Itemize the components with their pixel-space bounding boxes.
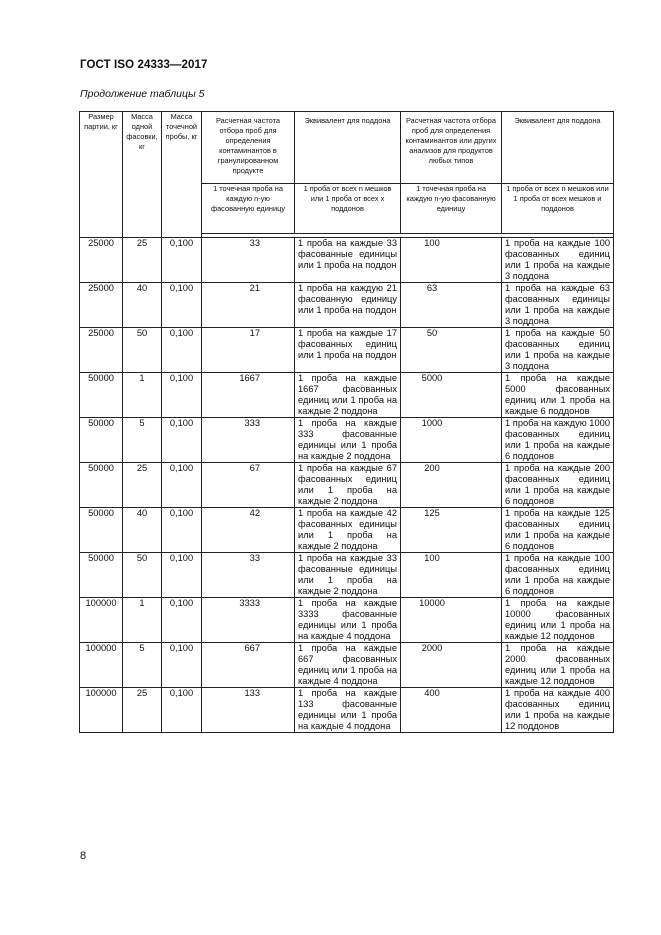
cell-batch-size: 50000	[80, 463, 123, 508]
cell-unit-mass: 25	[123, 688, 162, 733]
cell-point-sample-mass: 0,100	[162, 373, 202, 418]
cell-unit-mass: 40	[123, 508, 162, 553]
cell-frequency-any: 50	[401, 328, 502, 373]
header-point-sample-mass: Масса точечной пробы, кг	[162, 112, 202, 238]
cell-pallet-equivalent-2: 1 проба на каждую 1000 фасованных единиц или 1 проба на каждые 6 поддонов	[502, 418, 614, 463]
cell-frequency-granulated: 1667	[202, 373, 295, 418]
cell-pallet-equivalent: 1 проба на каждые 67 фасованных единиц или 1 проба на каждые 2 поддона	[295, 463, 401, 508]
cell-pallet-equivalent: 1 проба на каждые 3333 фасованные единицы или 1 проба на каждые 4 поддона	[295, 598, 401, 643]
subheader-pallet-equivalent: 1 проба от всех n мешков или 1 проба от всех x поддонов	[295, 184, 401, 234]
cell-point-sample-mass: 0,100	[162, 283, 202, 328]
cell-frequency-granulated: 667	[202, 643, 295, 688]
cell-pallet-equivalent-2: 1 проба на каждые 100 фасованных единиц или 1 проба на каждые 3 поддона	[502, 238, 614, 283]
header-unit-mass: Масса одной фасовки, кг	[123, 112, 162, 238]
page-number: 8	[80, 850, 87, 862]
table-header	[80, 112, 614, 238]
cell-frequency-any: 100	[401, 238, 502, 283]
document-header: ГОСТ ISO 24333—2017	[80, 59, 208, 71]
cell-pallet-equivalent-2: 1 проба на каждые 125 фасованных единиц или 1 проба на каждые 6 поддонов	[502, 508, 614, 553]
cell-pallet-equivalent-2: 1 проба на каждые 200 фасованных единиц или 1 проба на каждые 6 поддонов	[502, 463, 614, 508]
cell-unit-mass: 40	[123, 283, 162, 328]
cell-frequency-any: 125	[401, 508, 502, 553]
cell-point-sample-mass: 0,100	[162, 643, 202, 688]
cell-frequency-granulated: 333	[202, 418, 295, 463]
subheader-frequency-granulated: 1 точечная проба на каждую n-ую фасованную единицу	[202, 184, 295, 234]
table-row	[80, 238, 614, 283]
cell-frequency-any: 400	[401, 688, 502, 733]
cell-point-sample-mass: 0,100	[162, 553, 202, 598]
table-row	[80, 508, 614, 553]
cell-pallet-equivalent: 1 проба на каждые 333 фасованные единицы или 1 проба на каждые 2 поддона	[295, 418, 401, 463]
cell-frequency-granulated: 3333	[202, 598, 295, 643]
header-pallet-equivalent: Эквивалент для поддона	[295, 112, 401, 184]
cell-point-sample-mass: 0,100	[162, 328, 202, 373]
cell-pallet-equivalent-2: 1 проба на каждые 50 фасованных единиц или 1 проба на каждые 3 поддона	[502, 328, 614, 373]
cell-batch-size: 50000	[80, 508, 123, 553]
cell-batch-size: 50000	[80, 373, 123, 418]
cell-unit-mass: 1	[123, 598, 162, 643]
cell-pallet-equivalent: 1 проба на каждые 42 фасованных единицы или 1 проба на каждые 2 поддона	[295, 508, 401, 553]
cell-pallet-equivalent: 1 проба на каждые 1667 фасованных единиц или 1 проба на каждые 2 поддона	[295, 373, 401, 418]
table-row	[80, 283, 614, 328]
cell-frequency-any: 5000	[401, 373, 502, 418]
cell-frequency-any: 100	[401, 553, 502, 598]
header-frequency-any: Расчетная частота отбора проб для определения контаминантов или других анализов для продуктов любых типов	[401, 112, 502, 184]
cell-frequency-granulated: 33	[202, 238, 295, 283]
cell-batch-size: 50000	[80, 553, 123, 598]
cell-unit-mass: 1	[123, 373, 162, 418]
header-batch-size: Размер партии, кг	[80, 112, 123, 238]
cell-frequency-granulated: 21	[202, 283, 295, 328]
cell-unit-mass: 50	[123, 553, 162, 598]
sampling-table	[79, 111, 614, 733]
table-row	[80, 598, 614, 643]
cell-batch-size: 25000	[80, 328, 123, 373]
cell-pallet-equivalent-2: 1 проба на каждые 10000 фасованных единиц или 1 проба на каждые 12 поддонов	[502, 598, 614, 643]
cell-frequency-any: 1000	[401, 418, 502, 463]
cell-point-sample-mass: 0,100	[162, 463, 202, 508]
cell-batch-size: 100000	[80, 598, 123, 643]
cell-batch-size: 50000	[80, 418, 123, 463]
table-row	[80, 688, 614, 733]
cell-pallet-equivalent-2: 1 проба на каждые 400 фасованных единиц или 1 проба на каждые 12 поддонов	[502, 688, 614, 733]
cell-point-sample-mass: 0,100	[162, 238, 202, 283]
cell-frequency-granulated: 42	[202, 508, 295, 553]
cell-point-sample-mass: 0,100	[162, 418, 202, 463]
cell-point-sample-mass: 0,100	[162, 688, 202, 733]
cell-unit-mass: 50	[123, 328, 162, 373]
table-row	[80, 373, 614, 418]
cell-frequency-granulated: 17	[202, 328, 295, 373]
cell-frequency-granulated: 133	[202, 688, 295, 733]
table-row	[80, 643, 614, 688]
table-row	[80, 553, 614, 598]
cell-pallet-equivalent: 1 проба на каждые 33 фасованные единицы или 1 проба на поддон	[295, 238, 401, 283]
cell-unit-mass: 25	[123, 238, 162, 283]
cell-frequency-any: 2000	[401, 643, 502, 688]
header-frequency-granulated: Расчетная частота отбора проб для определения контаминантов в гранулированном продукте	[202, 112, 295, 184]
table-row	[80, 328, 614, 373]
cell-frequency-granulated: 33	[202, 553, 295, 598]
cell-unit-mass: 5	[123, 643, 162, 688]
table-row	[80, 463, 614, 508]
table-caption: Продолжение таблицы 5	[80, 88, 205, 100]
cell-point-sample-mass: 0,100	[162, 598, 202, 643]
cell-unit-mass: 25	[123, 463, 162, 508]
cell-point-sample-mass: 0,100	[162, 508, 202, 553]
cell-frequency-granulated: 67	[202, 463, 295, 508]
cell-pallet-equivalent: 1 проба на каждые 17 фасованных единиц или 1 проба на поддон	[295, 328, 401, 373]
cell-batch-size: 25000	[80, 283, 123, 328]
cell-unit-mass: 5	[123, 418, 162, 463]
subheader-frequency-any: 1 точечная проба на каждую n-ую фасованную единицу	[401, 184, 502, 234]
cell-batch-size: 25000	[80, 238, 123, 283]
header-pallet-equivalent-2: Эквивалент для поддона	[502, 112, 614, 184]
cell-pallet-equivalent-2: 1 проба на каждые 5000 фасованных единиц или 1 проба на каждые 6 поддонов	[502, 373, 614, 418]
cell-pallet-equivalent-2: 1 проба на каждые 100 фасованных единиц или 1 проба на каждые 6 поддонов	[502, 553, 614, 598]
table-row	[80, 418, 614, 463]
cell-pallet-equivalent: 1 проба на каждую 21 фасованную единицу или 1 проба на поддон	[295, 283, 401, 328]
cell-pallet-equivalent: 1 проба на каждые 133 фасованные единицы или 1 проба на каждые 4 поддона	[295, 688, 401, 733]
subheader-pallet-equivalent-2: 1 проба от всех n мешков или 1 проба от всех мешков и поддонов	[502, 184, 614, 234]
cell-pallet-equivalent-2: 1 проба на каждые 2000 фасованных единиц или 1 проба на каждые 12 поддонов	[502, 643, 614, 688]
cell-batch-size: 100000	[80, 643, 123, 688]
cell-frequency-any: 10000	[401, 598, 502, 643]
cell-frequency-any: 200	[401, 463, 502, 508]
cell-pallet-equivalent: 1 проба на каждые 667 фасованных единиц или 1 проба на каждые 4 поддона	[295, 643, 401, 688]
cell-pallet-equivalent: 1 проба на каждые 33 фасованные единицы или 1 проба на каждые 2 поддона	[295, 553, 401, 598]
cell-frequency-any: 63	[401, 283, 502, 328]
cell-batch-size: 100000	[80, 688, 123, 733]
table-body	[80, 238, 614, 733]
cell-pallet-equivalent-2: 1 проба на каждые 63 фасованных единицы или 1 проба на каждые 3 поддона	[502, 283, 614, 328]
